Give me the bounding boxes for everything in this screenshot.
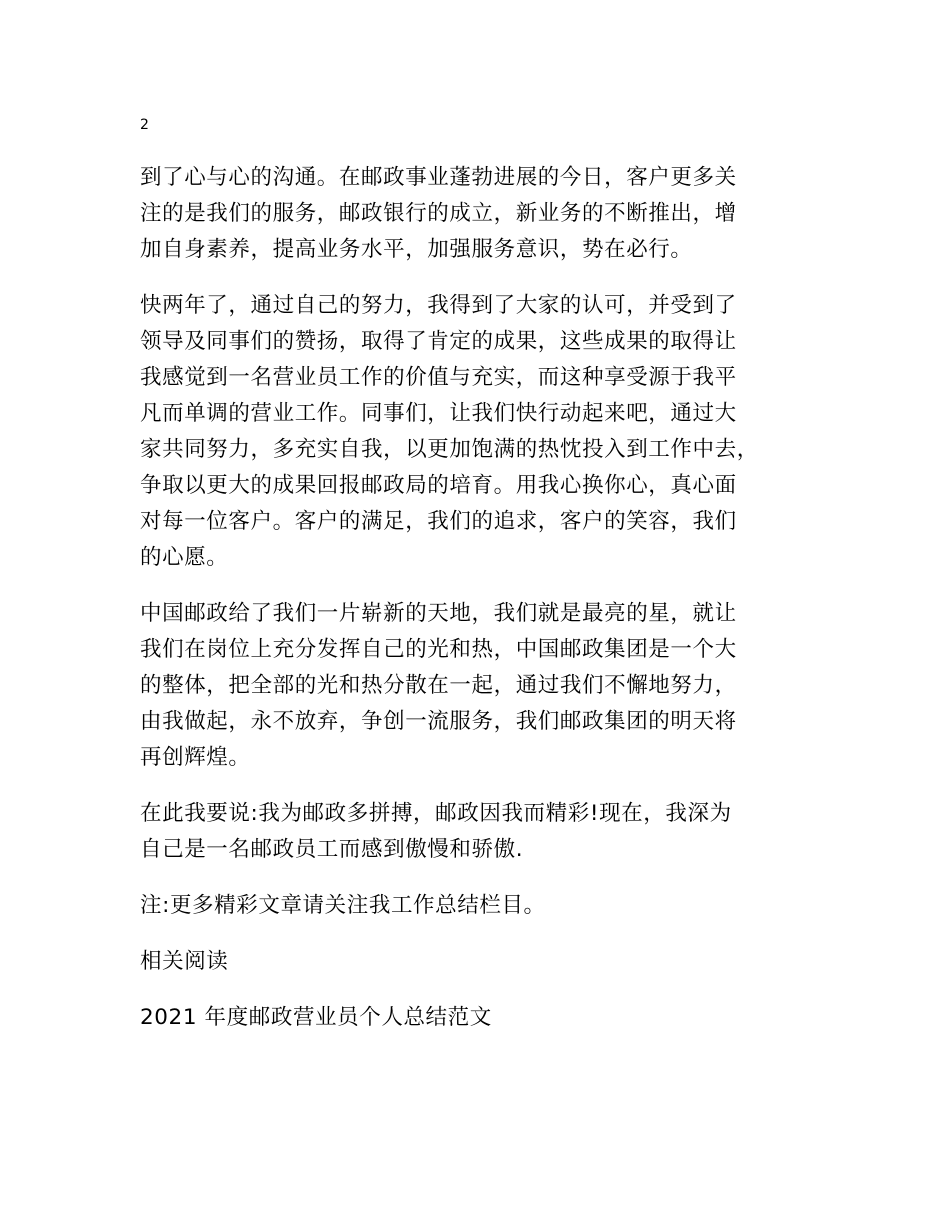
text-line: 加自身素养，提高业务水平，加强服务意识，势在必行。 — [140, 237, 693, 262]
text-line: 注:更多精彩文章请关注我工作总结栏目。 — [140, 893, 546, 918]
text-line: 到了心与心的沟通。在邮政事业蓬勃进展的今日，客户更多关 — [140, 165, 737, 190]
paragraph-service-awareness — [140, 160, 820, 268]
page-number: 2 — [140, 117, 149, 133]
text-line: 中国邮政给了我们一片崭新的天地，我们就是最亮的星，就让 — [140, 601, 737, 626]
text-line: 再创辉煌。 — [140, 745, 251, 770]
text-line: 在此我要说:我为邮政多拼搏，邮政因我而精彩!现在，我深为 — [140, 801, 732, 826]
text-line: 的整体，把全部的光和热分散在一起，通过我们不懈地努力， — [140, 673, 737, 698]
text-line: 凡而单调的营业工作。同事们，让我们快行动起来吧，通过大 — [140, 401, 737, 426]
document-body — [140, 160, 820, 1056]
text-line: 领导及同事们的赞扬，取得了肯定的成果，这些成果的取得让 — [140, 329, 737, 354]
paragraph-note — [140, 888, 820, 924]
related-article-link[interactable] — [140, 1000, 820, 1036]
text-line: 的心愿。 — [140, 545, 229, 570]
text-line: 我感觉到一名营业员工作的价值与充实，而这种享受源于我平 — [140, 365, 737, 390]
text-line: 家共同努力，多充实自我，以更加饱满的热忱投入到工作中去， — [140, 437, 759, 462]
text-line: 注的是我们的服务，邮政银行的成立，新业务的不断推出，增 — [140, 201, 737, 226]
text-line: 快两年了，通过自己的努力，我得到了大家的认可，并受到了 — [140, 293, 737, 318]
paragraph-two-years-work — [140, 288, 820, 576]
text-line: 我们在岗位上充分发挥自己的光和热，中国邮政集团是一个大 — [140, 637, 737, 662]
text-line: 对每一位客户。客户的满足，我们的追求，客户的笑容，我们 — [140, 509, 737, 534]
text-line[interactable]: 2021 年度邮政营业员个人总结范文 — [140, 1005, 492, 1030]
paragraph-closing-statement — [140, 796, 820, 868]
text-line: 自己是一名邮政员工而感到傲慢和骄傲. — [140, 837, 524, 862]
text-line: 相关阅读 — [140, 949, 229, 974]
text-line: 由我做起，永不放弃，争创一流服务，我们邮政集团的明天将 — [140, 709, 737, 734]
related-reading-heading — [140, 944, 820, 980]
text-line: 争取以更大的成果回报邮政局的培育。用我心换你心，真心面 — [140, 473, 737, 498]
paragraph-china-post — [140, 596, 820, 776]
